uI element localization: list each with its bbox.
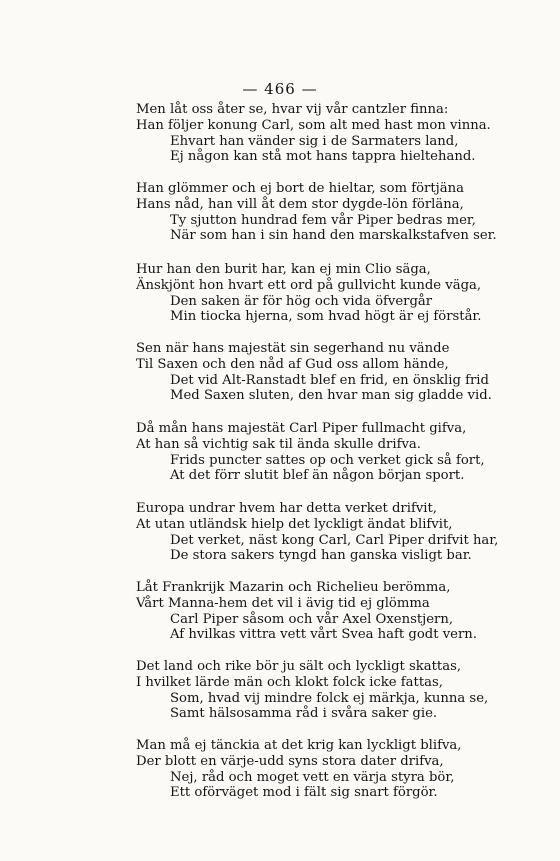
verse-line: At det förr slutit blef än någon början sport. bbox=[170, 468, 465, 484]
verse-line: Änskjönt hon hvart ett ord på gullvicht kunde väga, bbox=[136, 277, 482, 293]
verse-line: Ty sjutton hundrad fem vår Piper bedras mer, bbox=[170, 212, 476, 228]
stanza-2 bbox=[136, 181, 516, 244]
verse-line: Til Saxen och den nåd af Gud oss allom hände, bbox=[136, 356, 449, 372]
verse-line: Den saken är för hög och vida öfvergår bbox=[170, 293, 433, 309]
verse-line: At han så vichtig sak til ända skulle drifva. bbox=[136, 436, 421, 452]
verse-line: Ett oförväget mod i fält sig snart förgör. bbox=[170, 785, 438, 801]
verse-line: Det vid Alt-Ranstadt blef en frid, en önsklig frid bbox=[170, 372, 489, 388]
verse-line: När som han i sin hand den marskalkstafven ser. bbox=[170, 228, 497, 244]
verse-line: Hans nåd, han vill åt dem stor dygde-lön förläna, bbox=[136, 196, 464, 212]
verse-line: Europa undrar hvem har detta verket drifvit, bbox=[136, 501, 437, 516]
verse-line: Man må ej tänckia at det krig kan lyckligt blifva, bbox=[136, 738, 462, 753]
verse-line: Der blott en värje-udd syns stora dater drifva, bbox=[136, 753, 444, 769]
verse-line: Men låt oss åter se, hvar vij vår cantzler finna: bbox=[136, 102, 449, 117]
stanza-7 bbox=[136, 580, 516, 643]
verse-line: Med Saxen sluten, den hvar man sig gladde vid. bbox=[170, 388, 492, 404]
verse-line: Det verket, näst kong Carl, Carl Piper drifvit har, bbox=[170, 532, 499, 548]
verse-line: At utan utländsk hielp det lyckligt ändat blifvit, bbox=[136, 516, 453, 532]
verse-line: Af hvilkas vittra vett vårt Svea haft godt vern. bbox=[170, 627, 477, 643]
stanza-8 bbox=[136, 659, 516, 722]
stanza-1 bbox=[136, 102, 516, 165]
stanza-3 bbox=[136, 262, 516, 325]
verse-line: Frids puncter sattes op och verket gick så fort, bbox=[170, 452, 485, 468]
verse-line: Samt hälsosamma råd i svåra saker gie. bbox=[170, 706, 438, 722]
page-number: — 466 — bbox=[242, 80, 318, 98]
verse-line: Nej, råd och moget vett en värja styra bör, bbox=[170, 769, 455, 785]
verse-line: Han glömmer och ej bort de hieltar, som förtjäna bbox=[136, 181, 464, 196]
stanza-5 bbox=[136, 421, 516, 484]
verse-line: Det land och rike bör ju sält och lyckligt skattas, bbox=[136, 659, 462, 674]
verse-line: Ehvart han vänder sig i de Sarmaters land, bbox=[170, 133, 459, 149]
verse-line: Ej någon kan stå mot hans tappra hieltehand. bbox=[170, 149, 476, 165]
verse-line: Hur han den burit har, kan ej min Clio säga, bbox=[136, 262, 431, 277]
stanza-9 bbox=[136, 738, 516, 801]
verse-line: Sen när hans majestät sin segerhand nu vände bbox=[136, 341, 450, 356]
stanza-6 bbox=[136, 501, 516, 564]
verse-line: Då mån hans majestät Carl Piper fullmacht gifva, bbox=[136, 421, 467, 436]
verse-line: Han följer konung Carl, som alt med hast mon vinna. bbox=[136, 117, 491, 133]
verse-line: I hvilket lärde män och klokt folck icke fattas, bbox=[136, 674, 443, 690]
verse-line: Som, hvad vij mindre folck ej märkja, kunna se, bbox=[170, 690, 489, 706]
verse-line: Låt Frankrijk Mazarin och Richelieu berömma, bbox=[136, 580, 451, 595]
stanza-4 bbox=[136, 341, 516, 404]
verse-line: De stora sakers tyngd han ganska visligt bar. bbox=[170, 548, 472, 564]
verse-line: Vårt Manna-hem det vil i ävig tid ej glömma bbox=[136, 595, 430, 611]
verse-line: Min tiocka hjerna, som hvad högt är ej förstår. bbox=[170, 309, 482, 325]
verse-line: Carl Piper såsom och vår Axel Oxenstjern, bbox=[170, 611, 454, 627]
